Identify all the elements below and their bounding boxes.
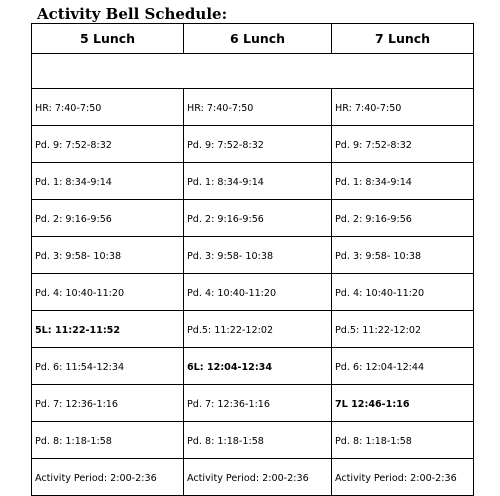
schedule-cell-7-lunch: Pd. 1: 8:34-9:14 [332, 163, 474, 200]
schedule-cell-6-lunch: Pd. 2: 9:16-9:56 [184, 200, 332, 237]
schedule-cell-6-lunch: Activity Period: 2:00-2:36 [184, 459, 332, 496]
bell-schedule-table [31, 23, 474, 496]
schedule-cell-5-lunch: Activity Period: 2:00-2:36 [32, 459, 184, 496]
table-row [32, 459, 474, 496]
header-row [32, 24, 474, 54]
schedule-cell-5-lunch: Pd. 8: 1:18-1:58 [32, 422, 184, 459]
table-row [32, 126, 474, 163]
schedule-cell-7-lunch: HR: 7:40-7:50 [332, 89, 474, 126]
column-header-6-lunch: 6 Lunch [184, 24, 332, 54]
schedule-cell-5-lunch: Pd. 3: 9:58- 10:38 [32, 237, 184, 274]
schedule-cell-7-lunch: Pd. 8: 1:18-1:58 [332, 422, 474, 459]
schedule-cell-7-lunch: Pd.5: 11:22-12:02 [332, 311, 474, 348]
schedule-cell-6-lunch: Pd. 8: 1:18-1:58 [184, 422, 332, 459]
schedule-cell-7-lunch: 7L 12:46-1:16 [332, 385, 474, 422]
schedule-cell-6-lunch: Pd.5: 11:22-12:02 [184, 311, 332, 348]
schedule-cell-6-lunch: Pd. 9: 7:52-8:32 [184, 126, 332, 163]
schedule-cell-7-lunch: Activity Period: 2:00-2:36 [332, 459, 474, 496]
schedule-cell-5-lunch: Pd. 4: 10:40-11:20 [32, 274, 184, 311]
table-row [32, 311, 474, 348]
table-row [32, 348, 474, 385]
schedule-cell-7-lunch: Pd. 4: 10:40-11:20 [332, 274, 474, 311]
schedule-cell-5-lunch: Pd. 7: 12:36-1:16 [32, 385, 184, 422]
document-title: Activity Bell Schedule: [37, 5, 228, 23]
schedule-cell-5-lunch: HR: 7:40-7:50 [32, 89, 184, 126]
schedule-cell-5-lunch: Pd. 2: 9:16-9:56 [32, 200, 184, 237]
table-row [32, 385, 474, 422]
column-header-7-lunch: 7 Lunch [332, 24, 474, 54]
table-row [32, 274, 474, 311]
schedule-cell-6-lunch: HR: 7:40-7:50 [184, 89, 332, 126]
blank-merged-cell [32, 54, 474, 89]
table-row [32, 422, 474, 459]
schedule-cell-5-lunch: Pd. 1: 8:34-9:14 [32, 163, 184, 200]
schedule-cell-7-lunch: Pd. 2: 9:16-9:56 [332, 200, 474, 237]
table-row [32, 200, 474, 237]
schedule-cell-6-lunch: Pd. 1: 8:34-9:14 [184, 163, 332, 200]
schedule-cell-7-lunch: Pd. 9: 7:52-8:32 [332, 126, 474, 163]
table-row [32, 89, 474, 126]
schedule-cell-5-lunch: 5L: 11:22-11:52 [32, 311, 184, 348]
schedule-cell-5-lunch: Pd. 9: 7:52-8:32 [32, 126, 184, 163]
blank-merged-row [32, 54, 474, 89]
schedule-cell-7-lunch: Pd. 3: 9:58- 10:38 [332, 237, 474, 274]
schedule-cell-6-lunch: Pd. 4: 10:40-11:20 [184, 274, 332, 311]
schedule-cell-5-lunch: Pd. 6: 11:54-12:34 [32, 348, 184, 385]
schedule-cell-6-lunch: Pd. 3: 9:58- 10:38 [184, 237, 332, 274]
column-header-5-lunch: 5 Lunch [32, 24, 184, 54]
schedule-cell-7-lunch: Pd. 6: 12:04-12:44 [332, 348, 474, 385]
table-row [32, 237, 474, 274]
schedule-cell-6-lunch: 6L: 12:04-12:34 [184, 348, 332, 385]
table-row [32, 163, 474, 200]
schedule-cell-6-lunch: Pd. 7: 12:36-1:16 [184, 385, 332, 422]
